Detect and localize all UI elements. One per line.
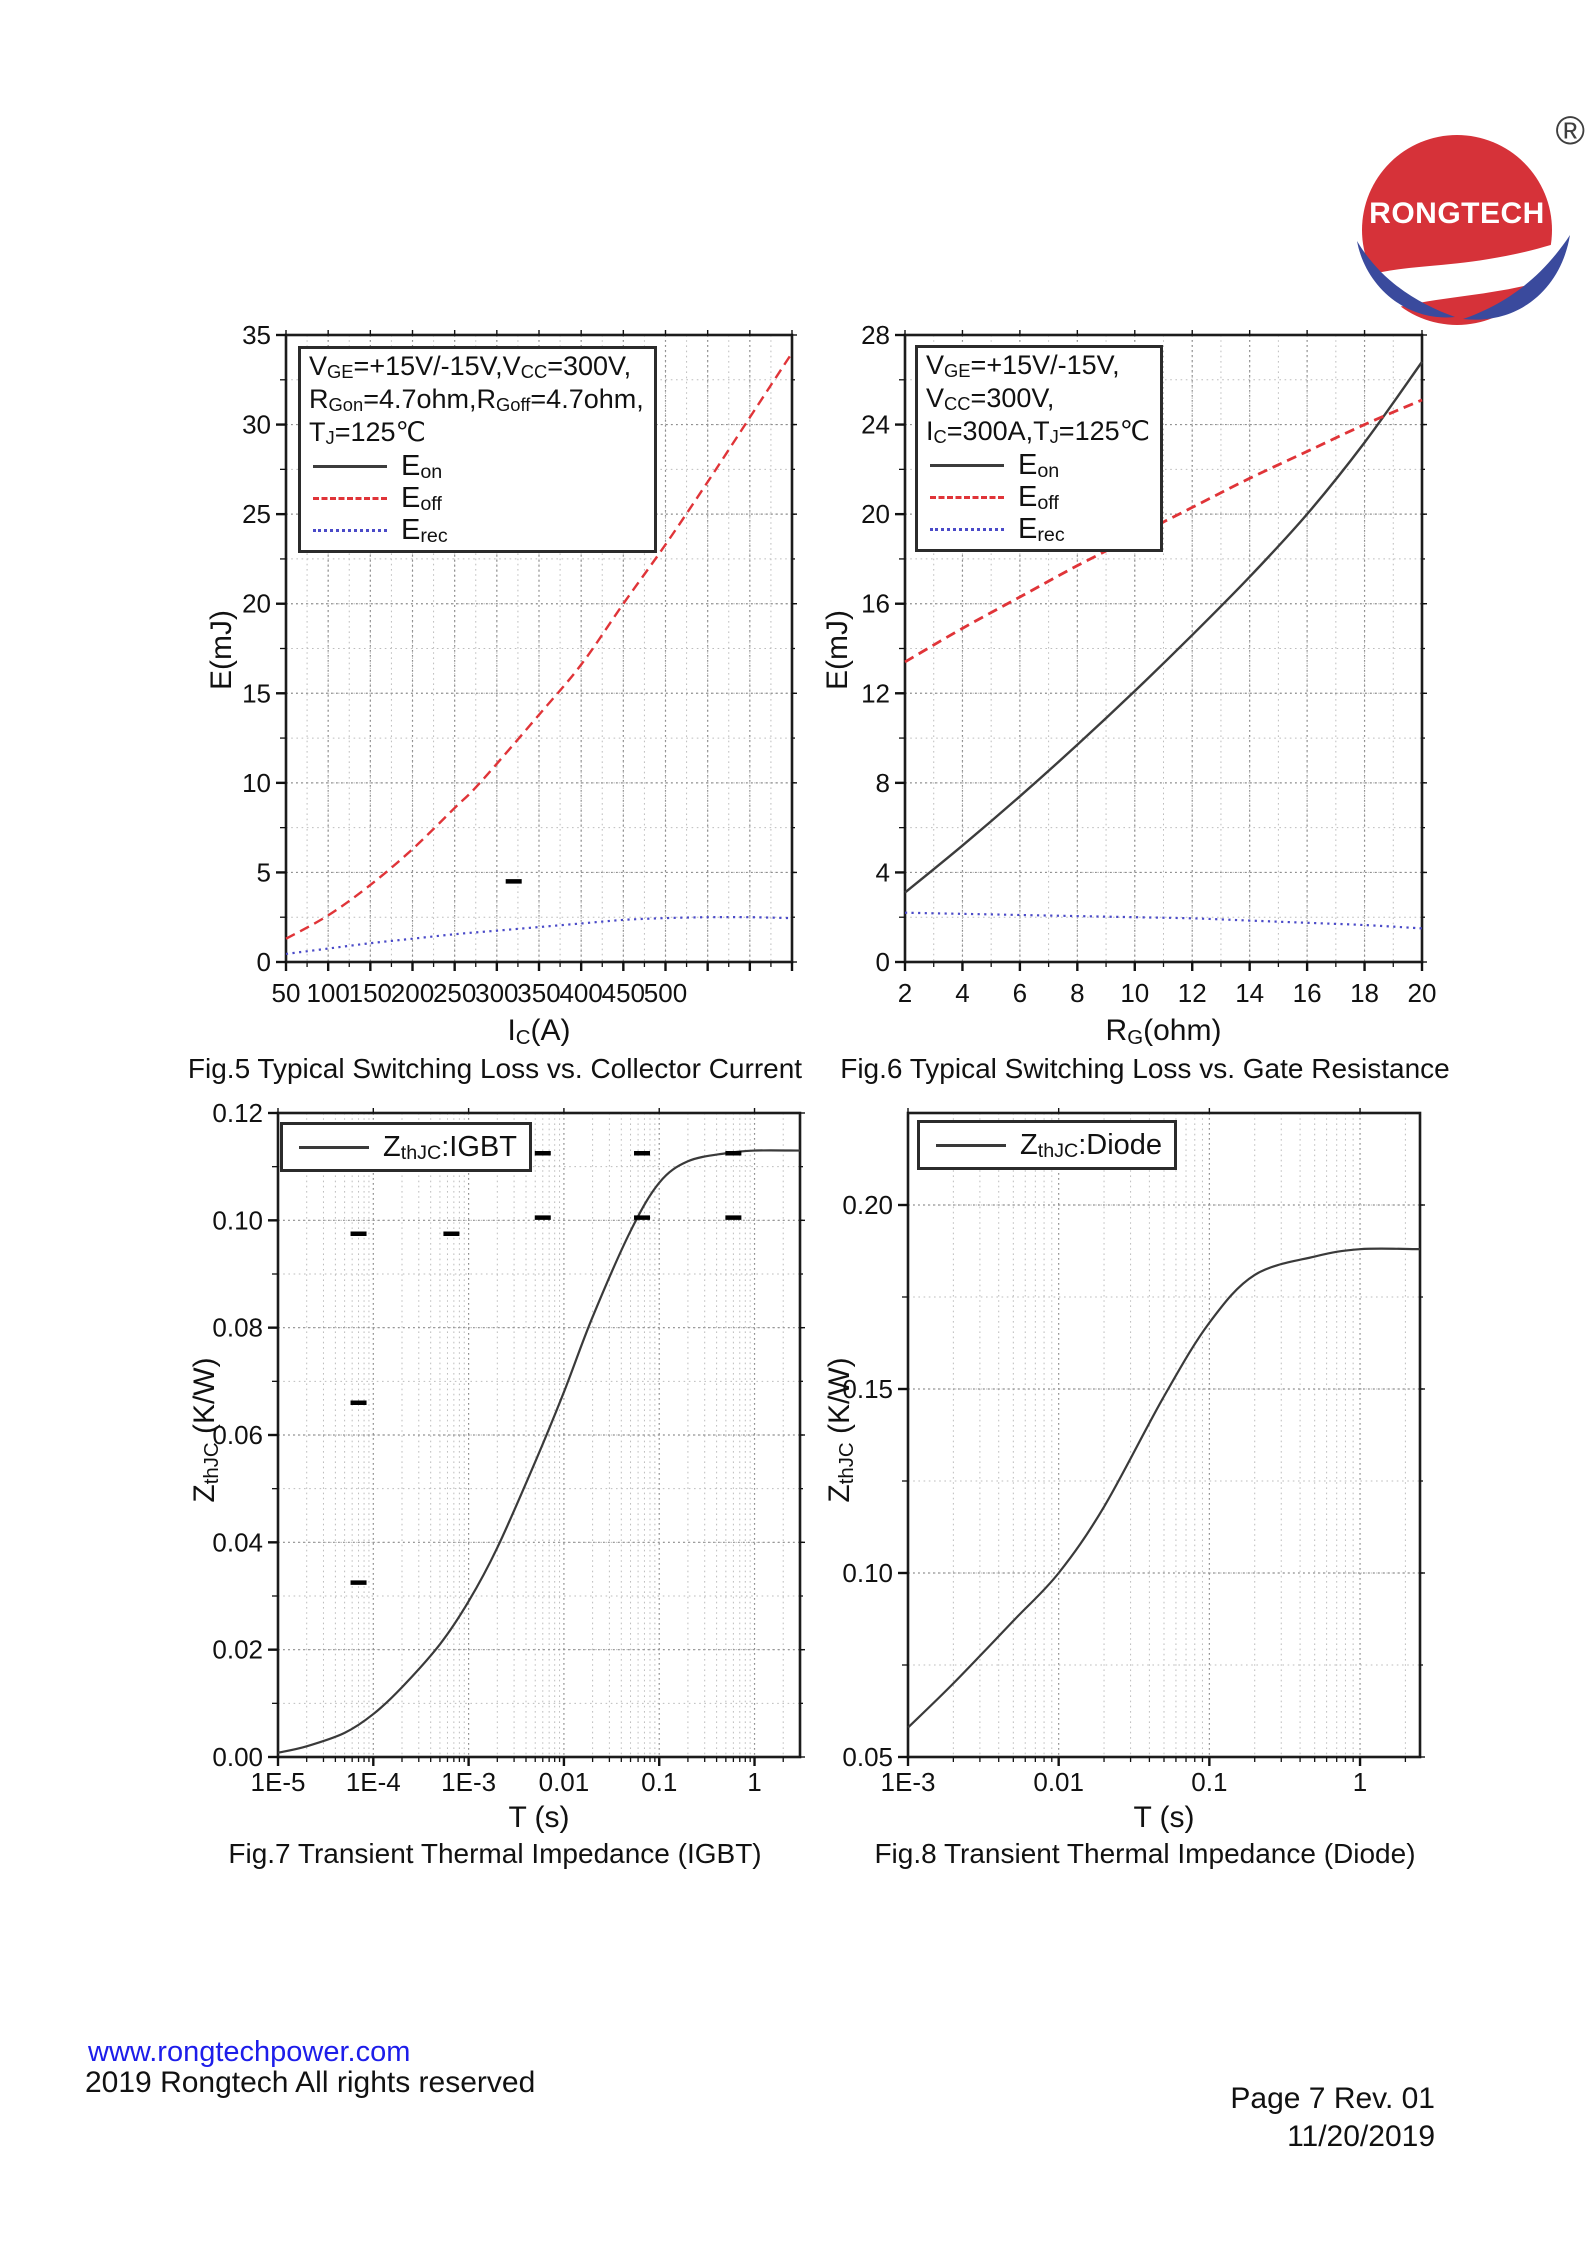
x-tick-label: 16 (1292, 978, 1322, 1008)
y-tick-label: 5 (256, 857, 271, 888)
x-tick-label: 12 (1177, 978, 1207, 1008)
y-tick-label: 0.12 (212, 1098, 263, 1128)
x-tick-label: 10 (1120, 978, 1150, 1008)
legend-entry (926, 481, 1150, 513)
fig5-legend (298, 346, 657, 553)
legend-line-sample-icon (313, 529, 387, 532)
legend-line-sample-icon (299, 1146, 369, 1149)
x-tick-label: 20 (1407, 978, 1437, 1008)
legend-line-sample-icon (930, 464, 1004, 467)
x-tick-label: 100 (306, 978, 350, 1008)
y-tick-label: 0.06 (212, 1420, 263, 1450)
legend-entry (309, 450, 644, 482)
x-tick-label: 400 (559, 978, 603, 1008)
x-tick-label: 300 (475, 978, 519, 1008)
legend-line-sample-icon (313, 497, 387, 500)
x-tick-label: 450 (601, 978, 646, 1008)
series-curves (278, 1150, 800, 1752)
fig6-legend (915, 345, 1163, 552)
y-tick-label: 0.04 (212, 1527, 263, 1558)
y-tick-label: 0.10 (212, 1205, 263, 1236)
x-tick-label: 250 (432, 978, 477, 1008)
x-tick-label: 1E-5 (250, 1767, 306, 1797)
logo-brand-text: RONGTECH (1369, 197, 1545, 230)
legend-condition-line: VGE=+15V/-15V,VCC=300V, (309, 351, 632, 383)
x-tick-label: 200 (390, 978, 435, 1008)
page-revision-block (1050, 2080, 1435, 2156)
y-tick-label: 15 (242, 678, 271, 709)
fig6-caption: Fig.6 Typical Switching Loss vs. Gate Resistance (840, 1053, 1450, 1084)
fig7-plot (150, 1095, 840, 1799)
fig5-chart (150, 320, 840, 1095)
fig8-x-axis-title: T (s) (1133, 1801, 1195, 1834)
fig7-x-axis-title: T (s) (508, 1801, 570, 1834)
x-tick-label: 8 (1070, 978, 1085, 1008)
y-tick-label: 0.20 (842, 1190, 893, 1220)
x-tick-label: 0.01 (538, 1767, 590, 1797)
y-tick-label: 20 (861, 499, 890, 530)
x-tick-label: 18 (1350, 978, 1380, 1008)
y-tick-label: 24 (861, 409, 890, 440)
y-tick-label: 0.15 (842, 1374, 893, 1404)
fig7-legend (280, 1122, 532, 1172)
fig7-caption: Fig.7 Transient Thermal Impedance (IGBT) (228, 1838, 762, 1869)
x-tick-label: 4 (955, 978, 970, 1008)
legend-condition-line: RGon=4.7ohm,RGoff=4.7ohm, (309, 384, 644, 416)
x-tick-label: 350 (517, 978, 561, 1008)
legend-entry-label: Eon (401, 449, 443, 484)
legend-condition-line: VGE=+15V/-15V, (926, 350, 1120, 382)
y-tick-label: 0.05 (842, 1742, 893, 1772)
x-tick-label: 6 (1012, 978, 1028, 1008)
fig7-chart (150, 1095, 840, 1885)
fig7-y-axis-title: ZthJC (K/W) (188, 1357, 223, 1503)
fig8-plot (800, 1095, 1490, 1799)
x-tick-label: 0.1 (641, 1767, 678, 1797)
legend-condition-line: IC=300A,TJ=125℃ (926, 416, 1150, 448)
page-revision-text: Page 7 Rev. 01 (1230, 2082, 1435, 2115)
fig8-chart (800, 1095, 1490, 1885)
x-tick-label: 500 (643, 978, 688, 1008)
y-tick-label: 0 (875, 947, 890, 977)
fig8-legend (917, 1120, 1177, 1170)
y-tick-label: 4 (875, 857, 890, 888)
x-tick-label: 1 (1352, 1767, 1368, 1797)
copyright-text: 2019 Rongtech All rights reserved (85, 2066, 536, 2099)
legend-entry (926, 449, 1150, 481)
legend-condition-line: TJ=125℃ (309, 417, 426, 449)
legend-entry-label: ZthJC:IGBT (383, 1130, 517, 1165)
legend-entry-label: ZthJC:Diode (1020, 1128, 1163, 1163)
series-curve (278, 1150, 800, 1752)
registered-trademark-icon: ® (1555, 109, 1585, 153)
legend-line-sample-icon (930, 528, 1004, 531)
y-tick-label: 30 (242, 409, 271, 440)
fig8-caption: Fig.8 Transient Thermal Impedance (Diode) (874, 1838, 1416, 1869)
rongtech-logo (1337, 95, 1587, 345)
x-tick-label: 150 (348, 978, 393, 1008)
legend-entry-label: Eon (1018, 448, 1060, 483)
legend-entry-label: Eoff (1018, 480, 1059, 515)
y-tick-label: 12 (861, 678, 890, 709)
legend-entry-label: Erec (401, 513, 448, 548)
y-tick-label: 28 (861, 320, 890, 350)
y-tick-label: 35 (242, 320, 271, 350)
legend-condition-line: VCC=300V, (926, 383, 1055, 415)
fig6-y-axis-title: E(mJ) (821, 610, 854, 690)
grid (278, 1113, 800, 1757)
legend-line-sample-icon (930, 496, 1004, 499)
y-tick-label: 25 (242, 499, 271, 530)
y-tick-label: 0.10 (842, 1558, 893, 1588)
fig6-x-axis-title: RG(ohm) (1105, 1014, 1222, 1049)
legend-entry (926, 513, 1150, 545)
legend-line-sample-icon (936, 1144, 1006, 1147)
fig5-y-axis-title: E(mJ) (205, 610, 238, 690)
y-tick-label: 10 (242, 767, 271, 798)
y-tick-label: 0.00 (212, 1742, 263, 1772)
date-text: 11/20/2019 (1287, 2120, 1435, 2153)
x-tick-label: 14 (1235, 978, 1265, 1008)
fig5-caption: Fig.5 Typical Switching Loss vs. Collector Current (187, 1053, 803, 1084)
x-tick-label: 0.01 (1033, 1767, 1084, 1797)
x-tick-label: 0.1 (1191, 1767, 1228, 1797)
y-tick-label: 0.02 (212, 1634, 263, 1665)
x-tick-label: 1 (747, 1767, 762, 1797)
legend-entry (932, 1127, 1162, 1163)
fig5-x-axis-title: IC(A) (507, 1014, 571, 1049)
x-tick-label: 50 (271, 978, 301, 1008)
x-tick-label: 1E-4 (345, 1767, 401, 1797)
x-tick-label: 1E-3 (441, 1767, 497, 1797)
legend-entry (309, 482, 644, 514)
y-tick-label: 20 (242, 588, 271, 619)
fig8-y-axis-title: ZthJC (K/W) (823, 1357, 858, 1503)
y-tick-label: 16 (861, 588, 890, 619)
website-link[interactable]: www.rongtechpower.com (88, 2036, 411, 2068)
series-curve (905, 913, 1422, 929)
legend-entry-label: Eoff (401, 481, 442, 516)
x-tick-label: 1E-3 (880, 1767, 936, 1797)
y-tick-label: 0.08 (212, 1312, 263, 1343)
y-tick-label: 0 (256, 947, 271, 977)
x-tick-label: 2 (897, 978, 913, 1008)
y-tick-label: 8 (875, 767, 890, 798)
legend-entry (309, 514, 644, 546)
legend-entry-label: Erec (1018, 512, 1065, 547)
legend-entry (295, 1129, 517, 1165)
grid (908, 1113, 1420, 1757)
legend-line-sample-icon (313, 465, 387, 468)
fig6-chart (800, 320, 1490, 1095)
